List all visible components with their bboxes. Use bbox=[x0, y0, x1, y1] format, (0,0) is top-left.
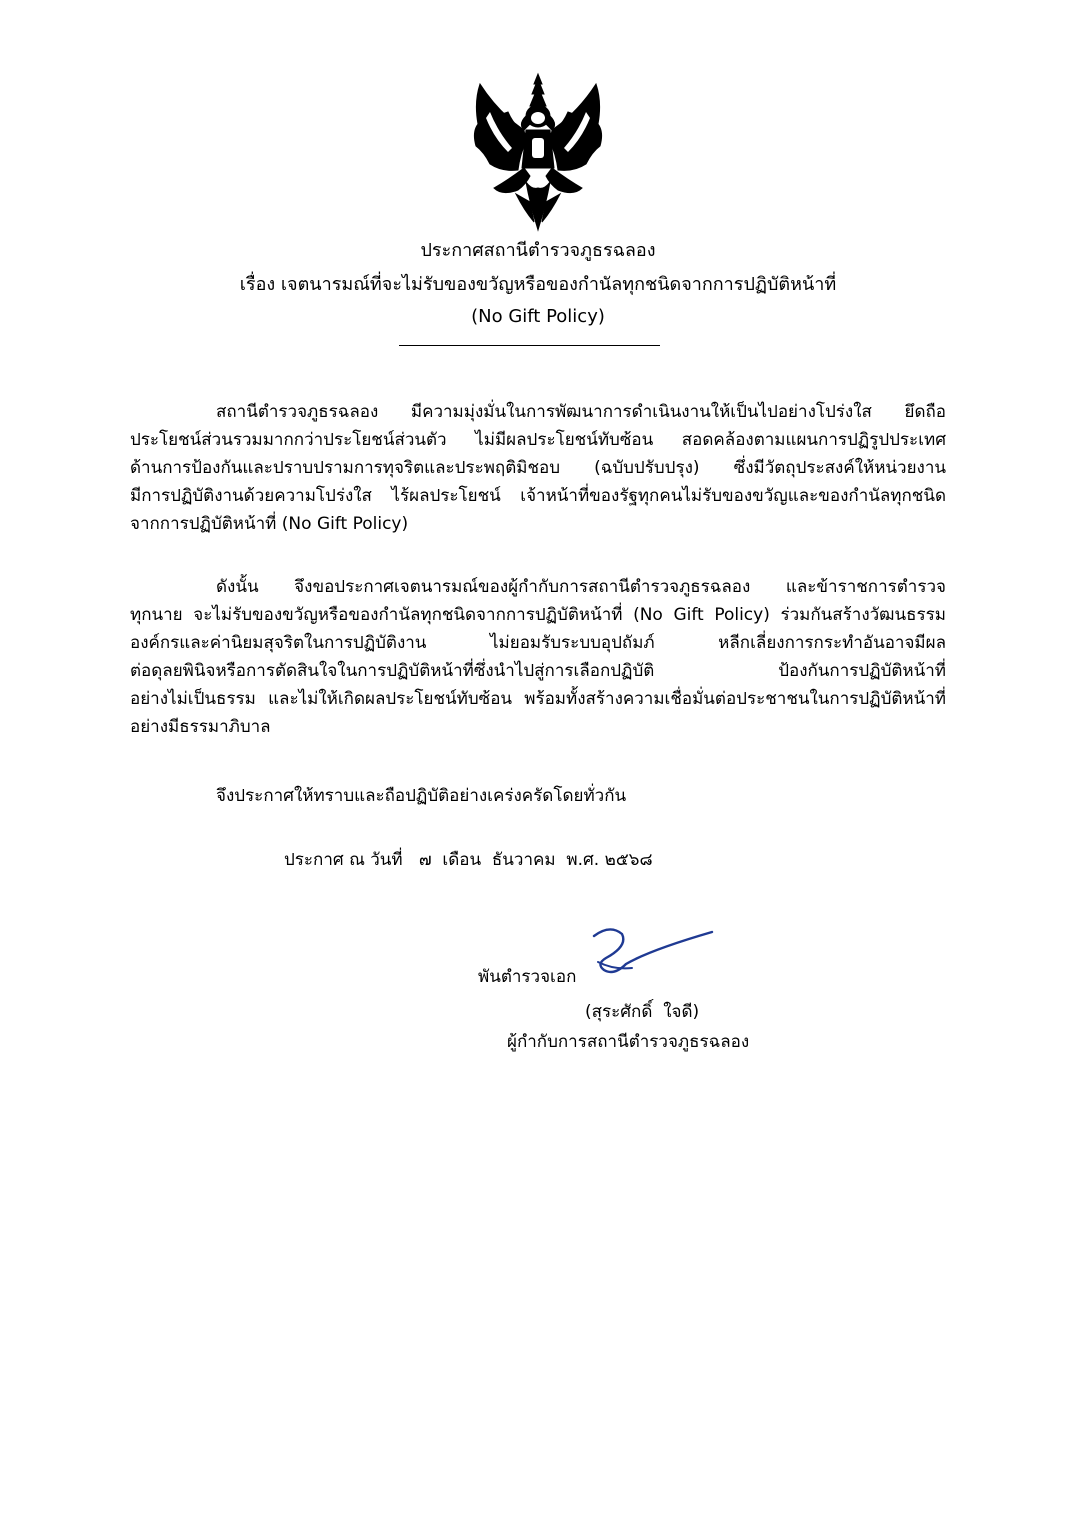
closing-statement: จึงประกาศให้ทราบและถือปฏิบัติอย่างเคร่งครัดโดยทั่วกัน bbox=[216, 786, 627, 806]
announcement-subtitle: (No Gift Policy) bbox=[471, 306, 605, 327]
paragraph-line: ประโยชน์ส่วนรวมมากกว่าประโยชน์ส่วนตัว ไม่มีผลประโยชน์ทับซ้อน สอดคล้องตามแผนการปฏิรูปประเทศ bbox=[130, 430, 946, 450]
paragraph-line: องค์กรและค่านิยมสุจริตในการปฏิบัติงาน ไม่ยอมรับระบบอุปถัมภ์ หลีกเลี่ยงการกระทำอันอาจมีผล bbox=[130, 633, 946, 653]
paragraph-line: มีการปฏิบัติงานด้วยความโปร่งใส ไร้ผลประโยชน์ เจ้าหน้าที่ของรัฐทุกคนไม่รับของขวัญและของกำนัลทุกชนิด bbox=[130, 486, 946, 506]
paragraph-line: อย่างมีธรรมาภิบาล bbox=[130, 717, 271, 737]
paragraph-line: สถานีตำรวจภูธรฉลอง มีความมุ่งมั่นในการพัฒนาการดำเนินงานให้เป็นไปอย่างโปร่งใส ยึดถือ bbox=[216, 402, 946, 422]
paragraph-line: จากการปฏิบัติหน้าที่ (No Gift Policy) bbox=[130, 514, 409, 534]
paragraph-line: ด้านการป้องกันและปราบปรามการทุจริตและประพฤติมิชอบ (ฉบับปรับปรุง) ซึ่งมีวัตถุประสงค์ให้หน่วยงาน bbox=[130, 458, 946, 478]
signatory-position: ผู้กำกับการสถานีตำรวจภูธรฉลอง bbox=[507, 1032, 750, 1052]
paragraph-line: ทุกนาย จะไม่รับของขวัญหรือของกำนัลทุกชนิดจากการปฏิบัติหน้าที่ (No Gift Policy) ร่วมกันสร้างวัฒนธรรม bbox=[130, 605, 946, 625]
signature-icon bbox=[580, 924, 720, 984]
paragraph-2 bbox=[130, 573, 946, 741]
signatory-rank: พันตำรวจเอก bbox=[478, 967, 577, 987]
title-divider bbox=[399, 345, 660, 346]
paragraph-line: อย่างไม่เป็นธรรม และไม่ให้เกิดผลประโยชน์ทับซ้อน พร้อมทั้งสร้างความเชื่อมั่นต่อประชาชนในการปฏิบัติหน้าที่ bbox=[130, 689, 946, 709]
signatory-name: (สุระศักดิ์ ใจดี) bbox=[585, 1002, 700, 1022]
paragraph-line: ดังนั้น จึงขอประกาศเจตนารมณ์ของผู้กำกับการสถานีตำรวจภูธรฉลอง และข้าราชการตำรวจ bbox=[216, 577, 946, 597]
paragraph-1 bbox=[130, 398, 946, 538]
garuda-emblem-icon bbox=[468, 72, 608, 232]
announcement-title: ประกาศสถานีตำรวจภูธรฉลอง bbox=[420, 240, 656, 261]
announcement-date: ประกาศ ณ วันที่ ๗ เดือน ธันวาคม พ.ศ. ๒๕๖๘ bbox=[284, 850, 653, 870]
announcement-subject: เรื่อง เจตนารมณ์ที่จะไม่รับของขวัญหรือของกำนัลทุกชนิดจากการปฏิบัติหน้าที่ bbox=[239, 274, 837, 295]
paragraph-line: ต่อดุลยพินิจหรือการตัดสินใจในการปฏิบัติหน้าที่ซึ่งนำไปสู่การเลือกปฏิบัติ ป้องกันการปฏิบัติหน้าที่ bbox=[130, 661, 946, 681]
